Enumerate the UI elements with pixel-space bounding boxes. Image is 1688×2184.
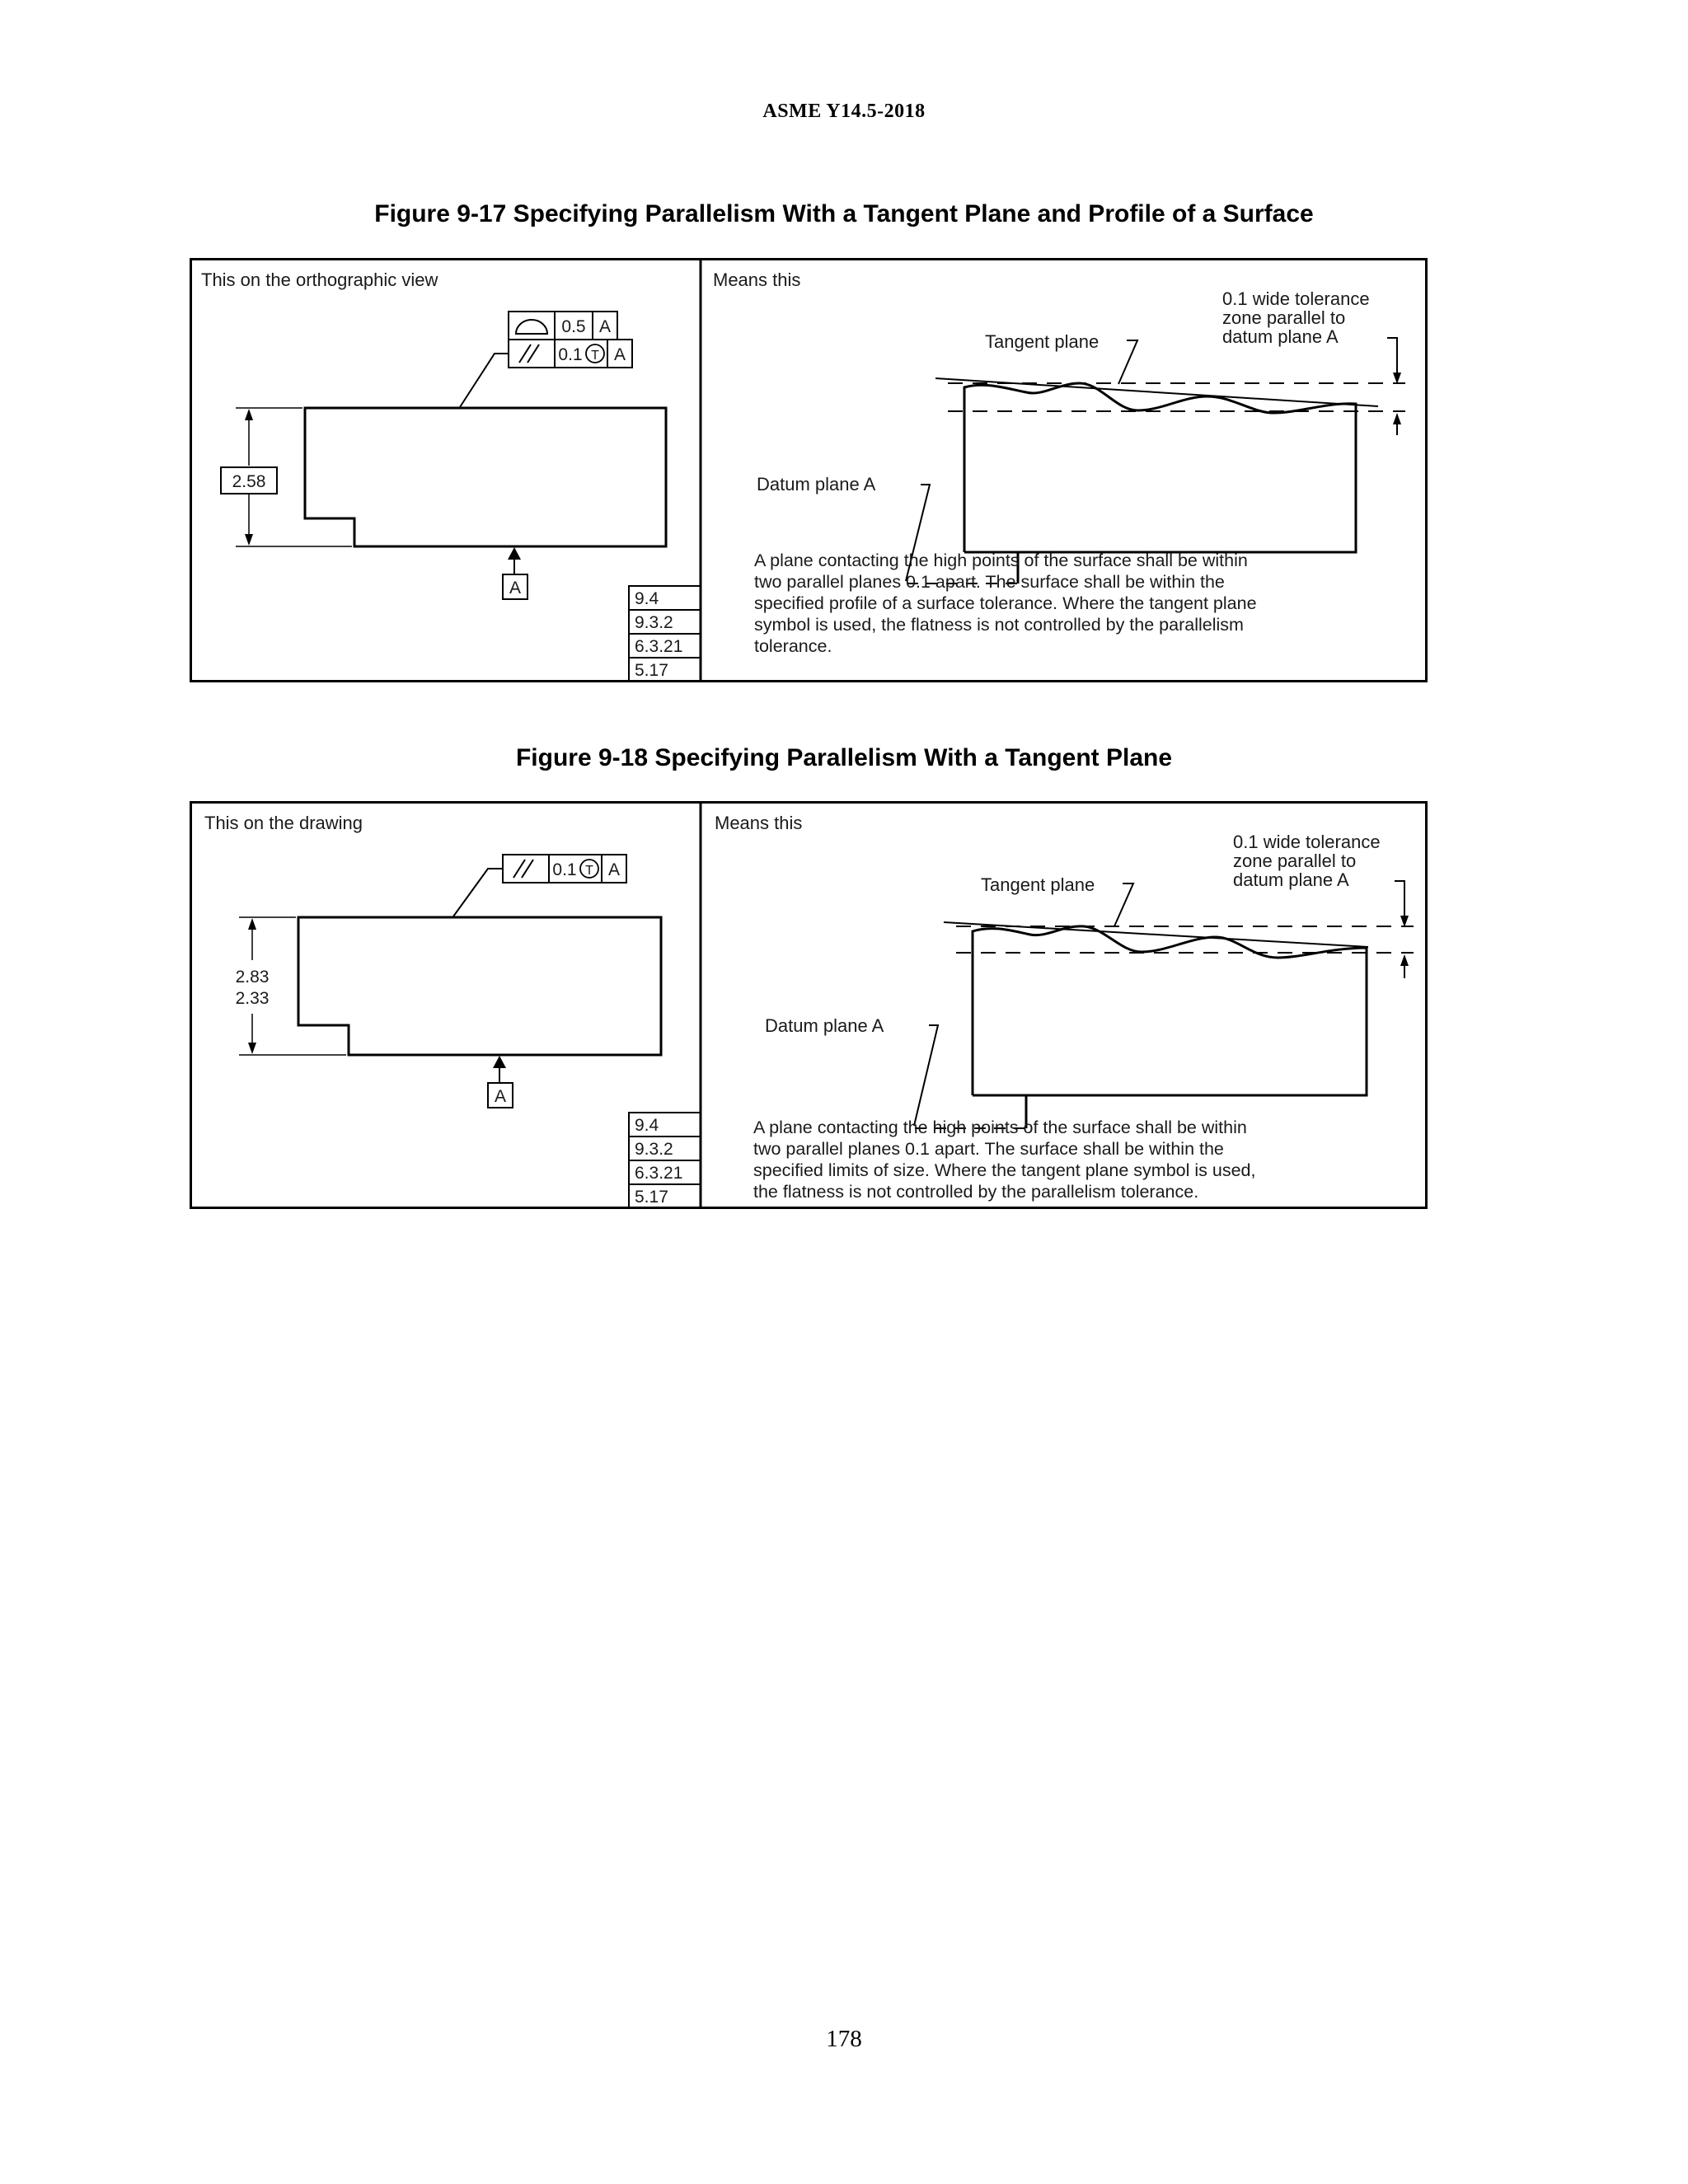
zone-label-line: zone parallel to xyxy=(1222,307,1346,328)
fcf-profile-datum: A xyxy=(598,317,612,336)
zone-label-line: 0.1 wide tolerance xyxy=(1233,832,1381,852)
tangent-plane-modifier-icon xyxy=(586,344,604,363)
part-outline xyxy=(298,917,661,1055)
zone-arrow-top xyxy=(1393,373,1401,384)
fcf-parallelism-tolerance: 0.1 xyxy=(558,345,583,364)
description-line: the flatness is not controlled by the parallelism tolerance. xyxy=(753,1182,1199,1202)
description-line: two parallel planes 0.1 apart. The surface shall be within the xyxy=(753,1139,1224,1159)
reference-item: 6.3.21 xyxy=(635,1164,683,1183)
svg-text:A: A xyxy=(494,1087,507,1106)
reference-table xyxy=(629,1113,701,1208)
tangent-plane-label: Tangent plane xyxy=(985,331,1100,352)
figure-9-18-caption: Figure 9-18 Specifying Parallelism With a Tangent Plane xyxy=(515,744,1173,771)
description-line: specified profile of a surface tolerance. Where the tangent plane xyxy=(754,593,1257,613)
fcf-leader xyxy=(453,869,503,916)
description-line: A plane contacting the high points of the surface shall be within xyxy=(754,551,1248,570)
reference-item: 5.17 xyxy=(635,661,668,680)
figure-9-18 xyxy=(190,801,1428,1209)
tangent-plane-leader xyxy=(1114,883,1133,926)
datum-plane-label: Datum plane A xyxy=(765,1015,884,1036)
svg-text:A: A xyxy=(509,579,522,598)
reference-item: 9.3.2 xyxy=(635,1140,673,1159)
zone-label-line: datum plane A xyxy=(1222,326,1339,347)
zone-arrow-top xyxy=(1400,916,1409,927)
fcf-parallelism-datum: A xyxy=(613,345,626,364)
datum-plane-label: Datum plane A xyxy=(757,474,876,494)
reference-item: 6.3.21 xyxy=(635,637,683,656)
fcf-parallelism-datum: A xyxy=(607,860,621,879)
tangent-plane-leader xyxy=(1118,340,1137,384)
figure-9-17-caption: Figure 9-17 Specifying Parallelism With a Tangent Plane and Profile of a Surface xyxy=(374,200,1314,227)
part-outline xyxy=(305,408,666,546)
right-panel-label: Means this xyxy=(715,813,803,833)
reference-item: 9.4 xyxy=(635,1116,659,1135)
description-line: symbol is used, the flatness is not controlled by the parallelism xyxy=(754,615,1244,635)
fcf-parallelism-tolerance: 0.1 xyxy=(552,860,577,879)
description-line: specified limits of size. Where the tangent plane symbol is used, xyxy=(753,1160,1256,1180)
page-header: ASME Y14.5-2018 xyxy=(762,101,926,122)
parallelism-icon xyxy=(519,344,539,363)
dimension-upper-limit: 2.83 xyxy=(235,968,270,987)
dimension-value: 2.58 xyxy=(232,472,266,491)
datum-plane-leader xyxy=(914,1025,938,1126)
zone-label-line: 0.1 wide tolerance xyxy=(1222,288,1370,309)
datum-feature-symbol xyxy=(503,547,528,599)
description-line: tolerance. xyxy=(754,636,832,656)
left-panel-label: This on the orthographic view xyxy=(201,269,438,290)
reference-table xyxy=(629,586,701,682)
feature-control-frame-parallelism xyxy=(509,340,632,368)
parallelism-icon xyxy=(513,860,533,878)
surface-part-outline xyxy=(973,926,1367,1128)
feature-control-frame-parallelism xyxy=(503,855,626,883)
reference-item: 9.3.2 xyxy=(635,613,673,632)
zone-label-line: datum plane A xyxy=(1233,869,1349,890)
description-line: two parallel planes 0.1 apart. The surface shall be within the xyxy=(754,572,1225,592)
tangent-plane-label: Tangent plane xyxy=(981,874,1095,895)
profile-of-surface-icon xyxy=(516,320,547,334)
zone-label-line: zone parallel to xyxy=(1233,851,1357,871)
datum-feature-symbol xyxy=(488,1056,513,1108)
reference-item: 5.17 xyxy=(635,1188,668,1207)
figure-9-17 xyxy=(190,258,1428,682)
description-line: A plane contacting the high points of the surface shall be within xyxy=(753,1118,1247,1137)
zone-arrow-bottom xyxy=(1393,413,1401,424)
fcf-profile-tolerance: 0.5 xyxy=(561,317,586,336)
tangent-plane-modifier-icon xyxy=(580,860,598,878)
left-panel-label: This on the drawing xyxy=(204,813,363,833)
zone-arrow-bottom xyxy=(1400,954,1409,966)
svg-text:T: T xyxy=(591,349,599,363)
page-number: 178 xyxy=(826,2026,862,2052)
feature-control-frame-profile xyxy=(509,312,617,340)
svg-text:T: T xyxy=(585,864,593,878)
reference-item: 9.4 xyxy=(635,589,659,608)
dimension-lower-limit: 2.33 xyxy=(235,989,270,1008)
right-panel-label: Means this xyxy=(713,269,801,290)
fcf-leader xyxy=(460,354,509,407)
